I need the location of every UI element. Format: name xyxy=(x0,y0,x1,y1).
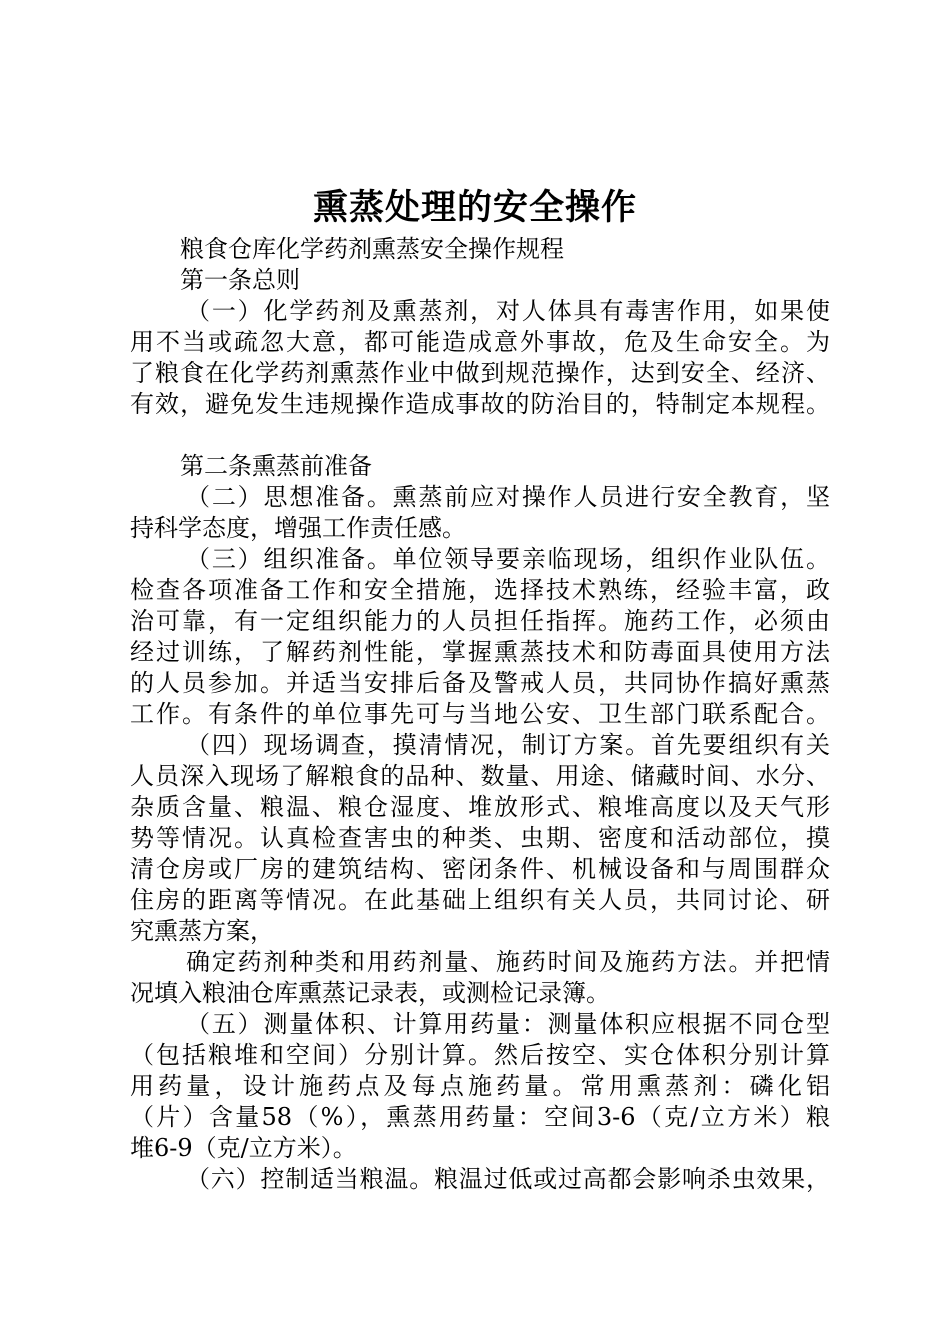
text-line: 工作。有条件的单位事先可与当地公安、卫生部门联系配合。 xyxy=(130,700,830,728)
text-line: 经过训练，了解药剂性能，掌握熏蒸技术和防毒面具使用方法 xyxy=(130,638,830,666)
text-line: 的人员参加。并适当安排后备及警戒人员，共同协作搞好熏蒸 xyxy=(130,669,830,697)
text-line: 杂质含量、粮温、粮仓湿度、堆放形式、粮堆高度以及天气形 xyxy=(130,793,830,821)
text-line: （一）化学药剂及熏蒸剂，对人体具有毒害作用，如果使 xyxy=(186,297,830,325)
text-line: （六）控制适当粮温。粮温过低或过高都会影响杀虫效果， xyxy=(186,1165,830,1193)
text-line: （三）组织准备。单位领导要亲临现场，组织作业队伍。 xyxy=(186,545,830,573)
document-body xyxy=(130,234,830,1195)
text-line: 究熏蒸方案， xyxy=(130,917,274,945)
text-line: 住房的距离等情况。在此基础上组织有关人员，共同讨论、研 xyxy=(130,886,830,914)
text-line: （四）现场调查，摸清情况，制订方案。首先要组织有关 xyxy=(186,731,830,759)
text-line: 用不当或疏忽大意，都可能造成意外事故，危及生命安全。为 xyxy=(130,328,830,356)
text-line: 有效，避免发生违规操作造成事故的防治目的，特制定本规程。 xyxy=(130,390,830,418)
text-line: 确定药剂种类和用药剂量、施药时间及施药方法。并把情 xyxy=(186,948,830,976)
text-line: 况填入粮油仓库熏蒸记录表，或测检记录簿。 xyxy=(130,979,610,1007)
text-line: 持科学态度，增强工作责任感。 xyxy=(130,514,466,542)
text-line: 治可靠，有一定组织能力的人员担任指挥。施药工作，必须由 xyxy=(130,607,830,635)
text-line: 用药量，设计施药点及每点施药量。常用熏蒸剂：磷化铝 xyxy=(130,1072,830,1100)
text-line: 了粮食在化学药剂熏蒸作业中做到规范操作，达到安全、经济、 xyxy=(130,359,830,387)
text-line: 粮食仓库化学药剂熏蒸安全操作规程 xyxy=(180,235,564,263)
text-line: 第二条熏蒸前准备 xyxy=(180,452,372,480)
text-line: （五）测量体积、计算用药量：测量体积应根据不同仓型 xyxy=(186,1010,830,1038)
text-line: （包括粮堆和空间）分别计算。然后按空、实仓体积分别计算 xyxy=(130,1041,830,1069)
text-line: 清仓房或厂房的建筑结构、密闭条件、机械设备和与周围群众 xyxy=(130,855,830,883)
text-line: 第一条总则 xyxy=(180,266,300,294)
text-line: （二）思想准备。熏蒸前应对操作人员进行安全教育，坚 xyxy=(186,483,830,511)
text-line: 人员深入现场了解粮食的品种、数量、用途、储藏时间、水分、 xyxy=(130,762,830,790)
text-line: （片）含量58（%），熏蒸用药量：空间3-6（克/立方米）粮 xyxy=(130,1103,830,1131)
paragraph-gap xyxy=(130,420,830,451)
text-line: 势等情况。认真检查害虫的种类、虫期、密度和活动部位，摸 xyxy=(130,824,830,852)
text-line: 检查各项准备工作和安全措施，选择技术熟练，经验丰富，政 xyxy=(130,576,830,604)
document-title: 熏蒸处理的安全操作 xyxy=(312,187,637,228)
text-line: 堆6-9（克/立方米）。 xyxy=(130,1134,357,1162)
